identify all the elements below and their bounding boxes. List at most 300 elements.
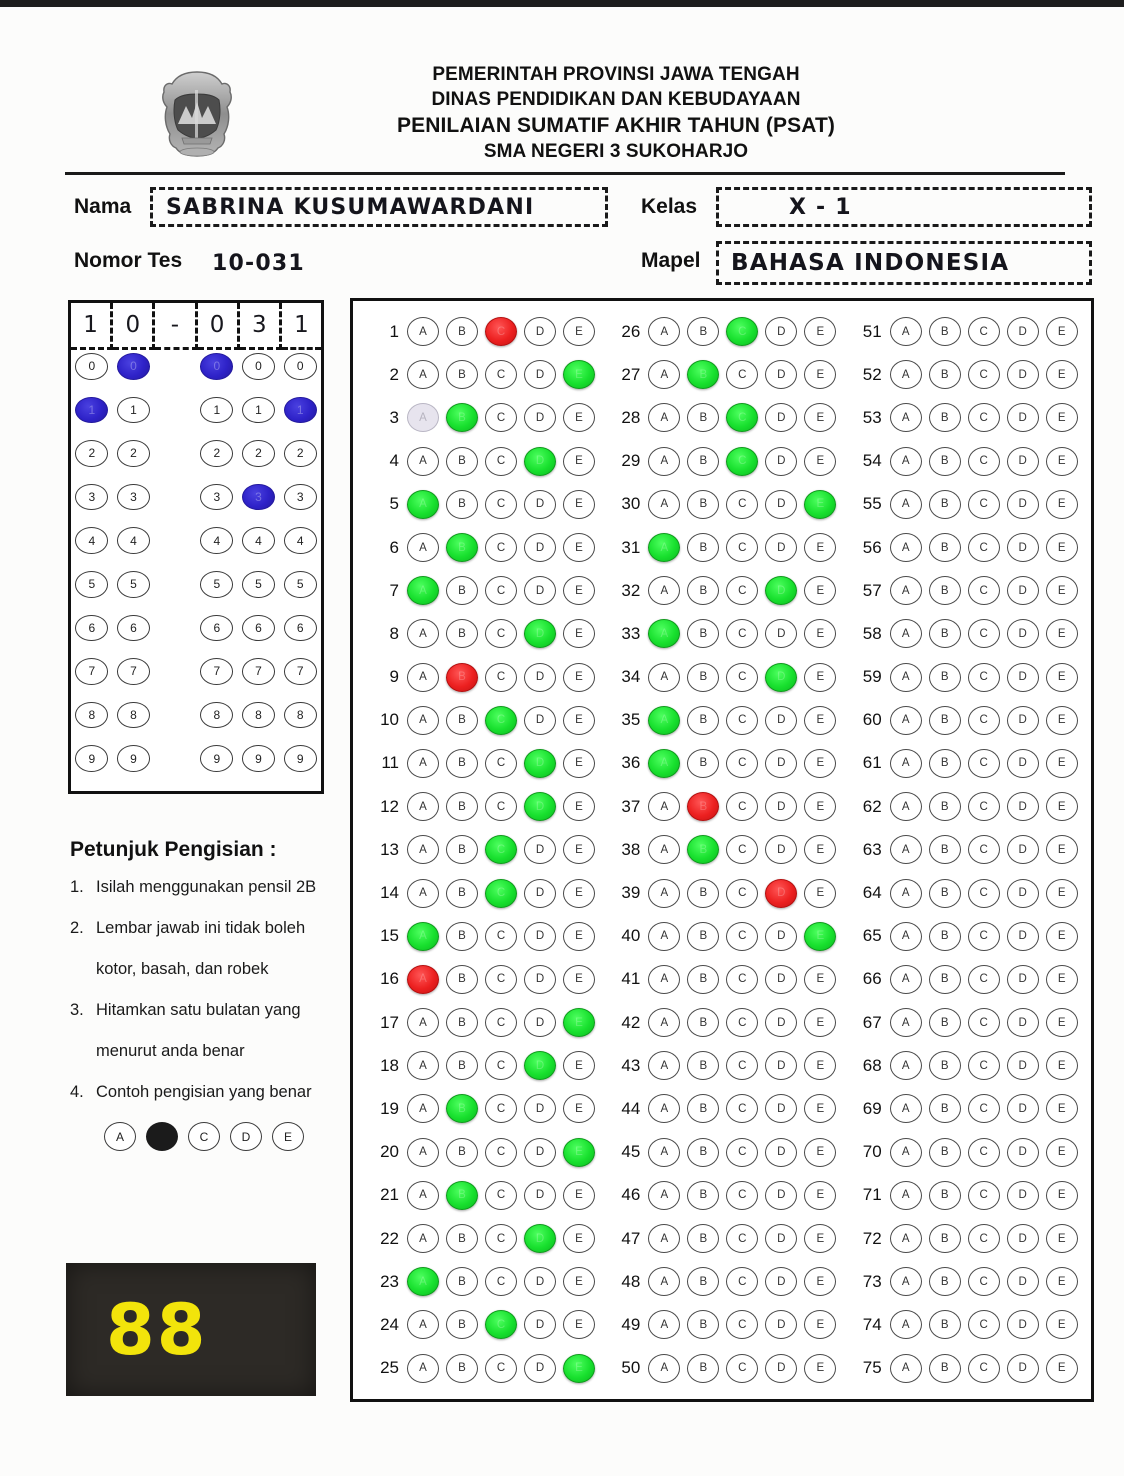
answer-bubble[interactable]: B <box>687 1224 719 1253</box>
answer-bubble-marked-wrong[interactable]: B <box>687 792 719 821</box>
answer-column[interactable] <box>844 310 1085 1393</box>
answer-bubble[interactable]: B <box>929 619 961 648</box>
answer-bubble[interactable]: E <box>804 706 836 735</box>
answer-bubble[interactable]: A <box>648 447 680 476</box>
answer-row[interactable] <box>844 440 1085 483</box>
answer-bubble[interactable]: E <box>1046 663 1078 692</box>
answer-bubble[interactable]: A <box>890 1267 922 1296</box>
test-number-bubble[interactable]: 7 <box>242 658 275 685</box>
answer-bubble[interactable]: A <box>890 360 922 389</box>
answer-bubble[interactable]: E <box>1046 533 1078 562</box>
answer-bubble[interactable]: E <box>804 792 836 821</box>
answer-bubble[interactable]: A <box>890 1354 922 1383</box>
answer-bubble[interactable]: E <box>563 576 595 605</box>
answer-bubble[interactable]: D <box>765 965 797 994</box>
test-number-bubble[interactable]: 0 <box>284 353 317 380</box>
test-number-bubble[interactable]: 8 <box>200 702 233 729</box>
answer-row[interactable] <box>844 656 1085 699</box>
test-number-digit-cell[interactable]: 3 <box>240 303 282 350</box>
answer-bubble[interactable]: D <box>1007 1094 1039 1123</box>
answer-bubble[interactable]: B <box>446 447 478 476</box>
answer-bubble[interactable]: E <box>563 403 595 432</box>
answer-bubble[interactable]: D <box>1007 447 1039 476</box>
mapel-field[interactable] <box>716 241 1092 285</box>
answer-bubble[interactable]: E <box>804 1138 836 1167</box>
answer-bubble-marked-correct[interactable]: D <box>524 1051 556 1080</box>
answer-bubble[interactable]: D <box>765 317 797 346</box>
test-number-bubble-marked[interactable]: 3 <box>242 484 275 511</box>
answer-bubble[interactable]: D <box>524 1008 556 1037</box>
answer-bubble[interactable]: B <box>687 1008 719 1037</box>
answer-bubble[interactable]: A <box>648 1008 680 1037</box>
answer-bubble[interactable]: A <box>648 403 680 432</box>
test-number-bubble[interactable]: 5 <box>200 571 233 598</box>
answer-bubble[interactable]: D <box>765 1094 797 1123</box>
answer-bubble-marked-correct[interactable]: D <box>524 619 556 648</box>
answer-bubble[interactable]: B <box>687 1051 719 1080</box>
answer-bubble[interactable]: D <box>765 619 797 648</box>
test-number-bubble[interactable]: 7 <box>200 658 233 685</box>
answer-bubble[interactable]: D <box>524 1267 556 1296</box>
answer-bubble[interactable]: A <box>890 576 922 605</box>
answer-bubble[interactable]: C <box>968 576 1000 605</box>
answer-bubble[interactable]: D <box>1007 879 1039 908</box>
answer-bubble[interactable]: C <box>968 1310 1000 1339</box>
answer-bubble[interactable]: D <box>524 490 556 519</box>
answer-bubble[interactable]: B <box>929 1138 961 1167</box>
answer-bubble[interactable]: D <box>1007 360 1039 389</box>
answer-bubble[interactable]: B <box>687 1094 719 1123</box>
answer-bubble[interactable]: D <box>1007 1267 1039 1296</box>
answer-bubble[interactable]: C <box>726 706 758 735</box>
answer-row[interactable] <box>361 699 602 742</box>
answer-bubble[interactable]: A <box>890 922 922 951</box>
answer-bubble[interactable]: E <box>563 1181 595 1210</box>
answer-row[interactable] <box>602 1044 843 1087</box>
answer-row[interactable] <box>602 828 843 871</box>
answer-row[interactable] <box>602 612 843 655</box>
answer-bubble[interactable]: E <box>563 1051 595 1080</box>
answer-bubble[interactable]: B <box>929 1094 961 1123</box>
answer-row[interactable] <box>602 958 843 1001</box>
answer-bubble[interactable]: B <box>687 619 719 648</box>
test-number-bubble[interactable]: 7 <box>75 658 108 685</box>
answer-bubble[interactable]: C <box>485 447 517 476</box>
answer-bubble[interactable]: D <box>1007 1310 1039 1339</box>
answer-bubble[interactable]: D <box>524 706 556 735</box>
answer-bubble[interactable]: E <box>1046 490 1078 519</box>
answer-bubble-marked-correct[interactable]: A <box>648 749 680 778</box>
answer-bubble[interactable]: C <box>968 965 1000 994</box>
answer-bubble[interactable]: C <box>968 1181 1000 1210</box>
answer-bubble[interactable]: B <box>687 663 719 692</box>
answer-bubble[interactable]: A <box>407 1354 439 1383</box>
answer-bubble[interactable]: B <box>929 663 961 692</box>
answer-row[interactable] <box>602 699 843 742</box>
answer-bubble[interactable]: D <box>524 1138 556 1167</box>
answer-bubble[interactable]: A <box>648 1138 680 1167</box>
answer-row[interactable] <box>602 1131 843 1174</box>
answer-bubble[interactable]: E <box>1046 965 1078 994</box>
answer-bubble[interactable]: D <box>1007 1051 1039 1080</box>
answer-bubble[interactable]: D <box>524 1181 556 1210</box>
test-number-bubble[interactable]: 1 <box>117 397 150 424</box>
answer-bubble[interactable]: B <box>929 360 961 389</box>
answer-bubble[interactable]: A <box>407 360 439 389</box>
answer-bubble[interactable]: B <box>446 317 478 346</box>
answer-bubble-marked-correct[interactable]: A <box>407 1267 439 1296</box>
answer-bubble[interactable]: C <box>485 922 517 951</box>
answer-bubble[interactable]: A <box>890 749 922 778</box>
answer-row[interactable] <box>602 1087 843 1130</box>
answer-bubble[interactable]: D <box>765 1267 797 1296</box>
answer-row[interactable] <box>844 526 1085 569</box>
answer-row[interactable] <box>602 656 843 699</box>
answer-bubble[interactable]: B <box>929 749 961 778</box>
answer-bubble[interactable]: D <box>765 749 797 778</box>
answer-bubble-marked-correct[interactable]: A <box>648 706 680 735</box>
answer-bubble[interactable]: C <box>968 749 1000 778</box>
answer-bubble[interactable]: E <box>563 879 595 908</box>
answer-row[interactable] <box>844 1217 1085 1260</box>
answer-bubble[interactable]: C <box>726 1267 758 1296</box>
answer-bubble[interactable]: D <box>1007 835 1039 864</box>
answer-bubble[interactable]: E <box>1046 447 1078 476</box>
answer-bubble[interactable]: B <box>687 879 719 908</box>
answer-bubble[interactable]: C <box>726 619 758 648</box>
answer-bubble-marked-wrong[interactable]: A <box>407 965 439 994</box>
answer-bubble-marked-correct[interactable]: D <box>765 576 797 605</box>
answer-bubble[interactable]: B <box>929 1051 961 1080</box>
answer-bubble[interactable]: C <box>968 1094 1000 1123</box>
answer-bubble[interactable]: E <box>563 835 595 864</box>
answer-bubble[interactable]: A <box>890 533 922 562</box>
test-number-bubble[interactable]: 0 <box>75 353 108 380</box>
answer-bubble[interactable]: D <box>524 576 556 605</box>
answer-bubble-marked-correct[interactable]: E <box>804 490 836 519</box>
test-number-digit-cell[interactable]: 1 <box>71 303 113 350</box>
test-number-bubble[interactable]: 9 <box>284 745 317 772</box>
answer-row[interactable] <box>361 656 602 699</box>
answer-row[interactable] <box>844 699 1085 742</box>
answer-bubble[interactable]: E <box>1046 1224 1078 1253</box>
answer-bubble[interactable]: D <box>524 317 556 346</box>
answer-bubble[interactable]: E <box>563 792 595 821</box>
test-number-bubble[interactable]: 8 <box>242 702 275 729</box>
answer-bubble[interactable]: E <box>1046 1094 1078 1123</box>
answer-row[interactable] <box>602 483 843 526</box>
answer-bubble[interactable]: E <box>1046 706 1078 735</box>
answer-bubble[interactable]: E <box>563 490 595 519</box>
answer-bubble[interactable]: A <box>890 447 922 476</box>
answer-bubble[interactable]: C <box>485 1181 517 1210</box>
answer-bubble[interactable]: D <box>524 533 556 562</box>
answer-bubble[interactable]: B <box>687 1138 719 1167</box>
answer-row[interactable] <box>361 915 602 958</box>
answer-row[interactable] <box>361 1001 602 1044</box>
test-number-bubble[interactable]: 2 <box>117 440 150 467</box>
answer-bubble[interactable]: D <box>524 965 556 994</box>
answer-bubble-marked-correct[interactable]: A <box>407 490 439 519</box>
test-number-bubble[interactable]: 1 <box>242 397 275 424</box>
test-number-bubble[interactable]: 9 <box>200 745 233 772</box>
answer-bubble[interactable]: E <box>804 403 836 432</box>
answer-bubble[interactable]: D <box>1007 1224 1039 1253</box>
answer-bubble[interactable]: C <box>485 663 517 692</box>
answer-row[interactable] <box>844 1260 1085 1303</box>
answer-row[interactable] <box>361 569 602 612</box>
test-number-column[interactable] <box>113 349 155 789</box>
test-number-bubble[interactable]: 6 <box>242 615 275 642</box>
answer-bubble[interactable]: B <box>446 490 478 519</box>
answer-bubble[interactable]: D <box>765 1354 797 1383</box>
test-number-bubble[interactable]: 0 <box>242 353 275 380</box>
answer-bubble-marked-correct[interactable]: D <box>765 663 797 692</box>
answer-bubble[interactable]: A <box>890 317 922 346</box>
answer-bubble[interactable]: B <box>446 1224 478 1253</box>
answer-row[interactable] <box>602 1174 843 1217</box>
answer-bubble[interactable]: E <box>1046 1354 1078 1383</box>
answer-bubble[interactable]: D <box>1007 1008 1039 1037</box>
answer-row[interactable] <box>361 785 602 828</box>
answer-bubble[interactable]: A <box>890 879 922 908</box>
answer-bubble[interactable]: A <box>648 1310 680 1339</box>
answer-row[interactable] <box>602 569 843 612</box>
answer-bubble[interactable]: C <box>485 749 517 778</box>
answer-bubble[interactable]: C <box>485 1354 517 1383</box>
answer-bubble[interactable]: B <box>929 447 961 476</box>
answer-bubble-marked-correct[interactable]: E <box>563 360 595 389</box>
answer-bubble[interactable]: C <box>968 663 1000 692</box>
test-number-bubble[interactable]: 6 <box>117 615 150 642</box>
answer-bubble[interactable]: A <box>648 317 680 346</box>
answer-row[interactable] <box>602 1001 843 1044</box>
test-number-bubble[interactable]: 4 <box>75 527 108 554</box>
answer-bubble-marked-correct[interactable]: D <box>524 447 556 476</box>
answer-bubble[interactable]: B <box>687 965 719 994</box>
test-number-bubble[interactable]: 3 <box>117 484 150 511</box>
kelas-field[interactable] <box>716 187 1092 227</box>
answer-bubble[interactable]: B <box>929 1181 961 1210</box>
answer-bubble[interactable]: C <box>726 1181 758 1210</box>
answer-bubble[interactable]: A <box>407 792 439 821</box>
answer-bubble[interactable]: E <box>1046 360 1078 389</box>
answer-bubble-marked-correct[interactable]: C <box>485 879 517 908</box>
answer-bubble[interactable]: D <box>765 1224 797 1253</box>
answer-bubble[interactable]: E <box>1046 1310 1078 1339</box>
answer-bubble[interactable]: A <box>648 879 680 908</box>
answer-bubble[interactable]: B <box>929 835 961 864</box>
test-number-bubble[interactable]: 2 <box>200 440 233 467</box>
test-number-digit-cell[interactable]: 0 <box>198 303 240 350</box>
answer-bubble[interactable]: C <box>726 1094 758 1123</box>
answer-bubble[interactable]: A <box>648 1181 680 1210</box>
answer-bubble[interactable]: B <box>687 1181 719 1210</box>
answer-bubble[interactable]: E <box>1046 1008 1078 1037</box>
answer-row[interactable] <box>844 828 1085 871</box>
answer-bubble[interactable]: A <box>648 576 680 605</box>
answer-bubble[interactable]: D <box>765 490 797 519</box>
answer-bubble[interactable]: C <box>485 1224 517 1253</box>
answer-bubble[interactable]: A <box>648 1094 680 1123</box>
answer-bubble[interactable]: B <box>929 576 961 605</box>
answer-bubble[interactable]: D <box>1007 576 1039 605</box>
answer-bubble[interactable]: E <box>804 1008 836 1037</box>
answer-row[interactable] <box>844 1303 1085 1346</box>
answer-row[interactable] <box>602 440 843 483</box>
test-number-bubble[interactable]: 2 <box>284 440 317 467</box>
answer-bubble[interactable]: E <box>804 1051 836 1080</box>
answer-bubble[interactable]: D <box>765 1181 797 1210</box>
answer-bubble[interactable]: E <box>804 619 836 648</box>
answer-row[interactable] <box>602 310 843 353</box>
answer-row[interactable] <box>361 1217 602 1260</box>
answer-bubble[interactable]: B <box>687 1310 719 1339</box>
test-number-bubble[interactable]: 9 <box>75 745 108 772</box>
answer-bubble[interactable]: D <box>524 1094 556 1123</box>
test-number-bubble[interactable]: 9 <box>242 745 275 772</box>
answer-bubble[interactable]: D <box>765 835 797 864</box>
answer-row[interactable] <box>844 958 1085 1001</box>
answer-bubble[interactable]: E <box>1046 835 1078 864</box>
answer-bubble[interactable]: A <box>648 1051 680 1080</box>
answer-bubble[interactable]: B <box>446 1051 478 1080</box>
test-number-bubble[interactable]: 6 <box>200 615 233 642</box>
answer-row[interactable] <box>602 915 843 958</box>
answer-bubble[interactable]: B <box>929 1224 961 1253</box>
test-number-bubble[interactable]: 5 <box>242 571 275 598</box>
answer-bubble-marked-correct[interactable]: A <box>648 619 680 648</box>
answer-bubble[interactable]: A <box>890 706 922 735</box>
answer-bubble[interactable]: A <box>407 706 439 735</box>
answer-bubble[interactable]: E <box>563 965 595 994</box>
test-number-bubble[interactable]: 5 <box>75 571 108 598</box>
test-number-bubble[interactable]: 8 <box>117 702 150 729</box>
answer-bubble[interactable]: A <box>407 835 439 864</box>
answer-bubble[interactable]: C <box>726 1354 758 1383</box>
answer-bubble[interactable]: E <box>1046 922 1078 951</box>
answer-bubble[interactable]: C <box>726 1224 758 1253</box>
answer-bubble[interactable]: C <box>968 619 1000 648</box>
answer-bubble[interactable]: E <box>563 922 595 951</box>
answer-bubble[interactable]: B <box>687 576 719 605</box>
answer-bubble[interactable]: E <box>563 533 595 562</box>
answer-bubble[interactable]: E <box>804 317 836 346</box>
answer-bubble[interactable]: B <box>687 490 719 519</box>
answer-bubble-marked-correct[interactable]: E <box>563 1138 595 1167</box>
answer-bubble[interactable]: D <box>765 1138 797 1167</box>
test-number-bubble-columns[interactable] <box>71 349 321 789</box>
answer-bubble[interactable]: C <box>968 706 1000 735</box>
answer-bubble[interactable]: C <box>726 576 758 605</box>
answer-bubble[interactable]: D <box>1007 1138 1039 1167</box>
answer-bubble[interactable]: C <box>485 403 517 432</box>
answer-row[interactable] <box>844 396 1085 439</box>
answer-bubble[interactable]: B <box>687 533 719 562</box>
answer-bubble-marked-correct[interactable]: D <box>524 1224 556 1253</box>
test-number-bubble[interactable]: 7 <box>117 658 150 685</box>
answer-row[interactable] <box>361 526 602 569</box>
test-number-bubble[interactable]: 2 <box>242 440 275 467</box>
answer-row[interactable] <box>844 353 1085 396</box>
answer-bubble[interactable]: D <box>524 922 556 951</box>
answer-bubble[interactable]: C <box>726 922 758 951</box>
answer-bubble[interactable]: A <box>648 1354 680 1383</box>
answer-bubble[interactable]: E <box>1046 1267 1078 1296</box>
answer-row[interactable] <box>844 1131 1085 1174</box>
answer-bubble[interactable]: D <box>765 360 797 389</box>
answer-row[interactable] <box>361 1260 602 1303</box>
answer-bubble-erased[interactable]: A <box>407 403 439 432</box>
answer-bubble[interactable]: B <box>446 835 478 864</box>
answer-bubble[interactable]: C <box>968 835 1000 864</box>
answer-row[interactable] <box>361 396 602 439</box>
answer-bubble[interactable]: A <box>890 835 922 864</box>
test-number-digit-cell[interactable]: 1 <box>282 303 321 350</box>
answer-bubble[interactable]: A <box>890 792 922 821</box>
answer-bubble[interactable]: E <box>804 533 836 562</box>
answer-bubble-marked-wrong[interactable]: B <box>446 663 478 692</box>
answer-bubble[interactable]: A <box>648 1224 680 1253</box>
answer-bubble[interactable]: B <box>687 403 719 432</box>
answer-row[interactable] <box>602 1260 843 1303</box>
answer-bubble[interactable]: E <box>804 1354 836 1383</box>
test-number-digit-row[interactable] <box>71 303 321 347</box>
answer-bubble[interactable]: C <box>968 1224 1000 1253</box>
answer-row[interactable] <box>602 1347 843 1390</box>
answer-column[interactable] <box>361 310 602 1393</box>
answer-bubble[interactable]: D <box>1007 317 1039 346</box>
answer-bubble[interactable]: D <box>1007 533 1039 562</box>
answer-bubble[interactable]: C <box>726 533 758 562</box>
answer-bubble[interactable]: E <box>563 619 595 648</box>
answer-row[interactable] <box>844 785 1085 828</box>
answer-bubble[interactable]: D <box>524 1354 556 1383</box>
answer-bubble[interactable]: B <box>446 1267 478 1296</box>
answer-bubble[interactable]: B <box>446 706 478 735</box>
answer-row[interactable] <box>361 828 602 871</box>
answer-row[interactable] <box>602 1217 843 1260</box>
answer-bubble[interactable]: A <box>407 663 439 692</box>
answer-bubble[interactable]: B <box>446 965 478 994</box>
answer-bubble[interactable]: B <box>687 922 719 951</box>
answer-bubble[interactable]: B <box>929 317 961 346</box>
test-number-column[interactable] <box>238 349 280 789</box>
answer-bubble-marked-correct[interactable]: E <box>804 922 836 951</box>
test-number-bubble-marked[interactable]: 1 <box>284 397 317 424</box>
answer-bubble[interactable]: B <box>929 792 961 821</box>
answer-bubble[interactable]: C <box>485 1008 517 1037</box>
answer-bubble[interactable]: E <box>1046 1181 1078 1210</box>
answer-bubble[interactable]: B <box>446 922 478 951</box>
answer-bubble[interactable]: A <box>407 533 439 562</box>
answer-bubble[interactable]: A <box>407 1094 439 1123</box>
answer-bubble[interactable]: C <box>485 576 517 605</box>
answer-bubble[interactable]: D <box>524 360 556 389</box>
answer-bubble[interactable]: E <box>563 663 595 692</box>
answer-bubble[interactable]: E <box>804 1310 836 1339</box>
test-number-bubble[interactable]: 4 <box>200 527 233 554</box>
answer-bubble[interactable]: B <box>446 619 478 648</box>
answer-bubble[interactable]: A <box>407 749 439 778</box>
answer-bubble[interactable]: D <box>765 922 797 951</box>
test-number-column[interactable] <box>196 349 238 789</box>
answer-bubble[interactable]: C <box>726 490 758 519</box>
test-number-bubble[interactable]: 6 <box>75 615 108 642</box>
answer-bubble[interactable]: C <box>726 835 758 864</box>
answer-row[interactable] <box>361 612 602 655</box>
answer-bubble[interactable]: A <box>407 1224 439 1253</box>
